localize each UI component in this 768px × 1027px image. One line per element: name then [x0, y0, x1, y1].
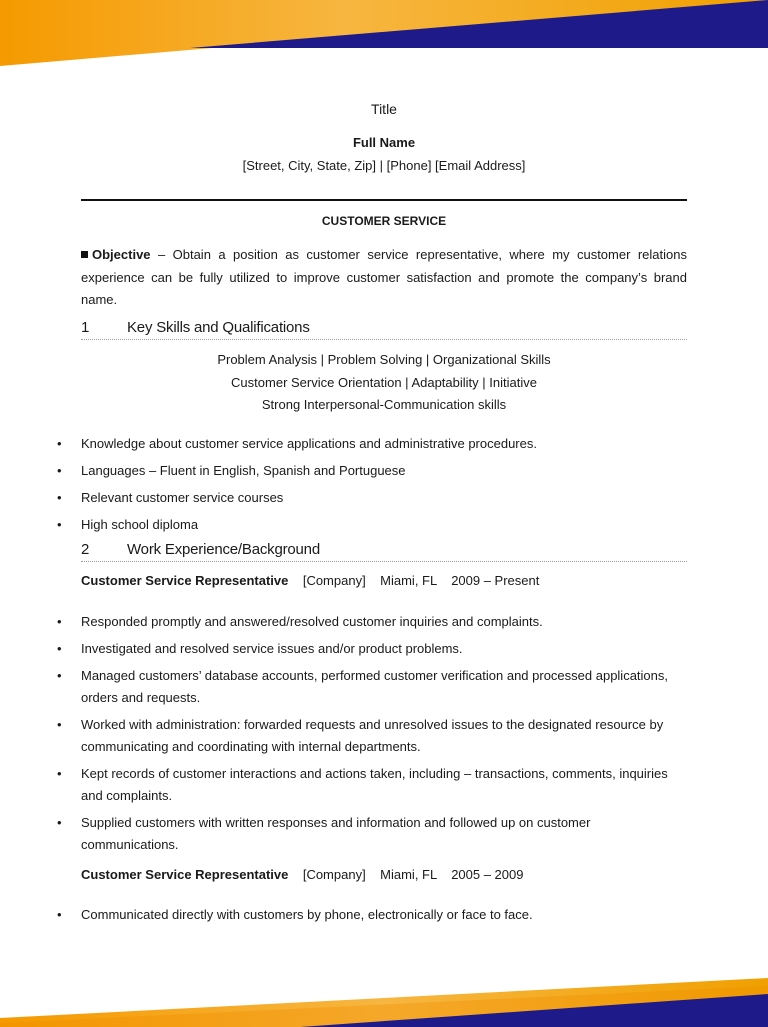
objective-paragraph — [81, 244, 687, 312]
square-bullet-icon — [81, 251, 88, 258]
job-position: Customer Service Representative — [81, 867, 289, 882]
job-duties-list — [81, 904, 687, 931]
skills-line: Customer Service Orientation | Adaptability | Initiative — [231, 374, 537, 390]
heading-number: 1 — [81, 319, 90, 336]
document-title: Title — [371, 101, 397, 117]
full-name: Full Name — [352, 135, 416, 150]
job-header — [81, 573, 687, 588]
list-item: • Supplied customers with written responses and information and followed up on customer communications. — [81, 812, 687, 856]
job-location: Miami, FL — [380, 867, 437, 882]
list-item: • Worked with administration: forwarded requests and unresolved issues to the designated resource by communicating and coordinating with internal departments. — [81, 714, 687, 758]
header-divider — [81, 199, 687, 201]
list-item: • Languages – Fluent in English, Spanish and Portuguese — [81, 460, 687, 482]
job-header — [81, 867, 687, 882]
list-item: • Communicated directly with customers by phone, electronically or face to face. — [81, 904, 687, 926]
job-dates: 2009 – Present — [451, 573, 540, 588]
list-item: • Knowledge about customer service applications and administrative procedures. — [81, 433, 687, 455]
job-location: Miami, FL — [380, 573, 437, 588]
list-item: • Managed customers’ database accounts, performed customer verification and processed applications, orders and requests. — [81, 665, 687, 709]
objective-text: – Obtain a position as customer service representative, where my customer relations experience can be fully utilized to improve customer satisfaction and promote the company’s brand name. — [81, 247, 687, 307]
qualifications-list — [81, 433, 687, 541]
skills-summary — [81, 349, 687, 417]
bottom-banner — [0, 978, 768, 1027]
list-item: • High school diploma — [81, 514, 687, 536]
heading-number: 2 — [81, 541, 90, 558]
list-item: • Investigated and resolved service issues and/or product problems. — [81, 638, 687, 660]
section-title: CUSTOMER SERVICE — [321, 214, 447, 228]
job-company: [Company] — [302, 867, 366, 882]
heading-experience — [81, 539, 687, 562]
list-item: • Kept records of customer interactions and actions taken, including – transactions, comments, inquiries and complaints. — [81, 763, 687, 807]
heading-title: Key Skills and Qualifications — [127, 319, 310, 336]
skills-line: Problem Analysis | Problem Solving | Organizational Skills — [217, 352, 551, 367]
contact-info: [Street, City, State, Zip] | [Phone] [Email Address] — [242, 158, 526, 173]
heading-skills — [81, 317, 687, 340]
objective-label: Objective — [92, 247, 151, 262]
job-duties-list — [81, 611, 687, 861]
job-company: [Company] — [302, 573, 366, 588]
list-item: • Relevant customer service courses — [81, 487, 687, 509]
heading-title: Work Experience/Background — [127, 541, 320, 558]
skills-line: Strong Interpersonal-Communication skills — [261, 397, 507, 412]
job-dates: 2005 – 2009 — [451, 867, 524, 882]
top-banner — [0, 0, 768, 66]
job-position: Customer Service Representative — [81, 573, 289, 588]
list-item: • Responded promptly and answered/resolved customer inquiries and complaints. — [81, 611, 687, 633]
